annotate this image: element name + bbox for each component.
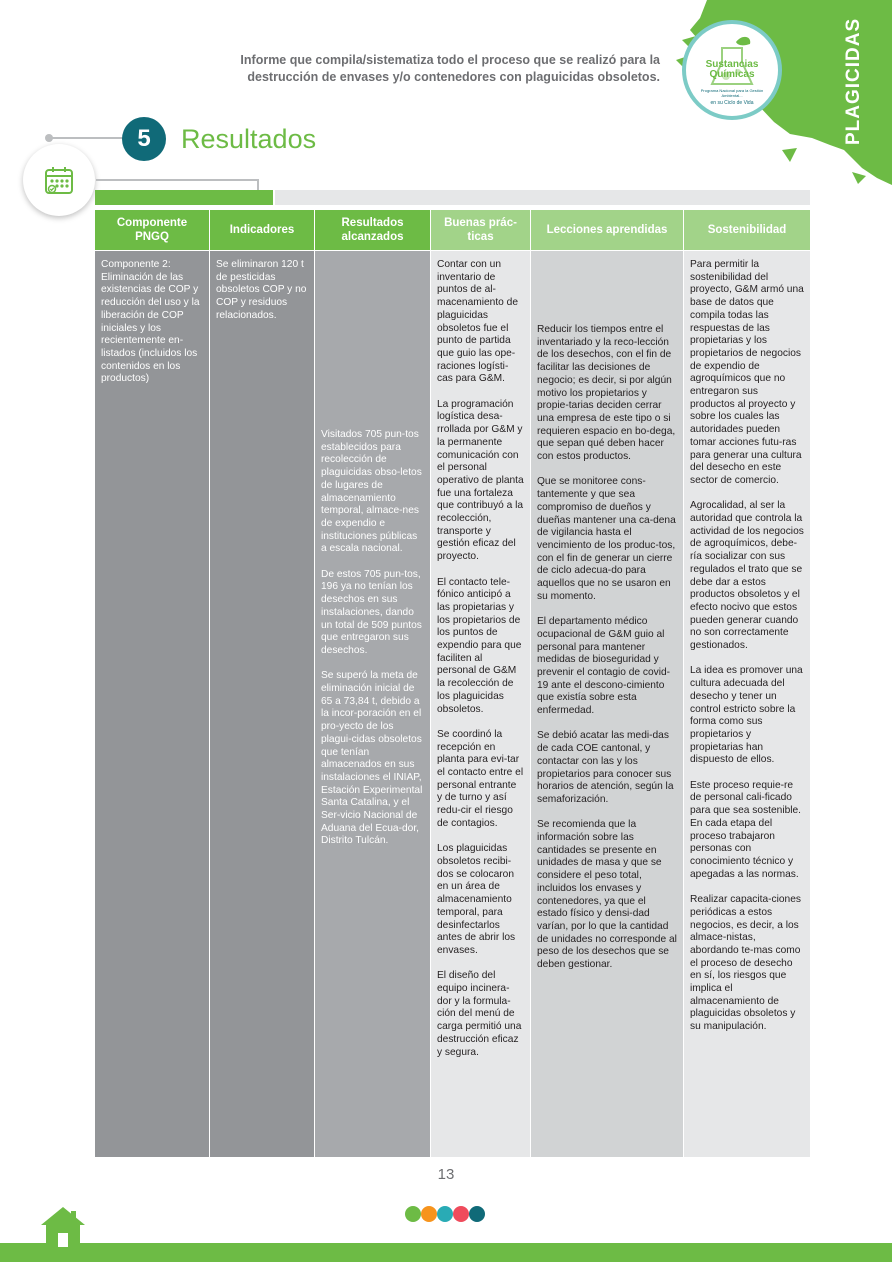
section-line — [48, 137, 124, 139]
sostenibilidad-paragraph: Este proceso requie-re de personal cali-ficado para que sea sostenible. En cada etapa del proceso trabajaron personas con conocimiento técnico y apegadas a las normas. — [690, 779, 802, 880]
header-buenas-practicas: Buenas prác-ticas — [431, 210, 530, 250]
cell-resultados — [315, 251, 430, 1157]
lecciones-paragraph: Se recomienda que la información sobre las cantidades se presente en unidades de masa y que se considere el peso total, incluidos los envases y contenedores, ya que el estado físico y densi-dad varían, por lo que la cantidad de unidades no corresponde al peso de los desechos que se deben gestionar. — [537, 819, 677, 971]
header-sostenibilidad: Sostenibilidad — [684, 210, 810, 250]
logo-arc-text: Programa Nacional para la Gestión Ambiental... — [700, 88, 764, 98]
section-title: Resultados — [181, 124, 317, 154]
section-connector-vertical — [257, 179, 259, 190]
logo-brand-text: Sustancias Químicas — [705, 59, 759, 80]
section-number: 5 — [122, 117, 166, 161]
buenas-practicas-paragraph: Los plaguicidas obsoletos recibi-dos se colocaron en un área de almacenamiento temporal, para desinfectarlos antes de abrir los envases. — [437, 843, 516, 956]
logo-tagline: en su Ciclo de Vida — [710, 100, 754, 106]
resultados-paragraph: De estos 705 pun-tos, 196 ya no tenían los desechos en sus instalaciones, dando un total de 509 puntos que entregaron sus desechos. — [321, 568, 422, 656]
sostenibilidad-paragraph: Agrocalidad, al ser la autoridad que controla la actividad de los negocios de agroquímicos, debe-ría socializar con sus regulados el trato que se debe dar a estos productos obsoletos y el efecto nocivo que estos pueden generar cuando no son correctamente gestionados. — [690, 500, 804, 652]
calendar-icon — [42, 163, 76, 197]
side-category-label: PLAGICIDAS — [843, 17, 864, 145]
column-resultados — [315, 210, 430, 1157]
sostenibilidad-paragraph: La idea es promover una cultura adecuada del desecho y tener un control estricto sobre la forma como sus propietarios y propietarias han dispuesto de ellos. — [690, 665, 803, 766]
section-bar-grey — [275, 190, 810, 205]
resultados-paragraph: Visitados 705 pun-tos establecidos para recolección de plaguicidas obso-letos de lugares de almacenamiento temporal, almace-nes de expendio e instituciones públicas a escala nacional. — [321, 429, 422, 555]
column-buenas-practicas — [431, 210, 530, 1157]
header-indicadores: Indicadores — [210, 210, 314, 250]
header-line-1: Informe que compila/sistematiza todo el proceso que se realizó para la — [240, 53, 660, 67]
sostenibilidad-paragraph: Realizar capacita-ciones periódicas a estos negocios, es decir, a los almace-nistas, abordando te-mas como el proceso de desecho en sí, los riesgos que implica el almacenamiento de plaguicidas obsoletos y su manipulación. — [690, 894, 801, 1033]
column-indicadores — [210, 210, 314, 1157]
componente-text: Componente 2: Eliminación de las existencias de COP y reducción del uso y la liberación de COP iniciales y los recientemente en-listados (incluidos los contenidos en los productos) — [101, 259, 200, 385]
cell-componente — [95, 251, 209, 1157]
column-lecciones — [531, 210, 683, 1157]
document-header — [160, 52, 660, 86]
color-dots — [405, 1206, 485, 1222]
dot-red — [453, 1206, 469, 1222]
header-line-2: destrucción de envases y/o contenedores con plaguicidas obsoletos. — [247, 70, 660, 84]
footer-bar — [0, 1243, 892, 1262]
column-sostenibilidad — [684, 210, 810, 1157]
cell-buenas-practicas — [431, 251, 530, 1157]
dot-teal — [469, 1206, 485, 1222]
header-componente: Componente PNGQ — [95, 210, 209, 250]
cell-sostenibilidad — [684, 251, 810, 1157]
sostenibilidad-paragraph: Para permitir la sostenibilidad del proyecto, G&M armó una base de datos que compila todas las respuestas de las propietarias y los propietarios de negocios de expendio de agroquímicos que no entregaron sus productos al proyecto y sobre los cuales las autoridades pueden tomar acciones futu-ras para generar una cultura del desecho en este sector de comercio. — [690, 259, 804, 486]
cell-indicadores — [210, 251, 314, 1157]
buenas-practicas-paragraph: El diseño del equipo incinera-dor y la formula-ción del menú de carga permitió una destrucción eficaz y segura. — [437, 970, 522, 1058]
buenas-practicas-paragraph: Contar con un inventario de puntos de al-macenamiento de plaguicidas obsoletos fue el punto de partida que guio las ope-raciones logísti-cas para G&M. — [437, 259, 518, 385]
buenas-practicas-paragraph: La programación logística desa-rrollada por G&M y la permanente comunicación con el personal operativo de planta fue una fortaleza que contribuyó a la recolección, transporte y gestión eficaz del proyecto. — [437, 398, 524, 563]
buenas-practicas-paragraph: Se coordinó la recepción en planta para evi-tar el contacto entre el personal entrante y de turno y así redu-cir el riesgo de contagios. — [437, 728, 524, 829]
dot-orange — [421, 1206, 437, 1222]
lecciones-paragraph: Se debió acatar las medi-das de cada COE cantonal, y contactar con las y los propietarios para conocer sus horarios de atención, según la semaforización. — [537, 730, 674, 805]
calendar-icon-badge — [23, 144, 95, 216]
indicadores-text: Se eliminaron 120 t de pesticidas obsoletos COP y no COP y residuos relacionados. — [216, 259, 307, 321]
dot-cyan — [437, 1206, 453, 1222]
lecciones-paragraph: Reducir los tiempos entre el inventariado y la reco-lección de los desechos, con el fin de facilitar las decisiones de negocio; es decir, si por algún motivo los propietarios y propie-tarias deciden cerrar una empresa de este tipo o si requieren espacio en bo-dega, que sepan qué deben hacer con estos productos. — [537, 324, 676, 463]
buenas-practicas-paragraph: El contacto tele-fónico anticipó a las propietarias y los propietarios de los puntos de expendio para que faciliten al personal de G&M la recolección de los plaguicidas obsoletos. — [437, 576, 522, 715]
results-table — [95, 210, 810, 1157]
lecciones-paragraph: Que se monitoree cons-tantemente y que sea compromiso de dueños y dueñas mantener una ca-dena de vigilancia hasta el vencimiento de los produc-tos, con el fin de generar un cierre de ciclo adecua-do para aquellos que no se usaron en su momento. — [537, 476, 676, 602]
cell-lecciones — [531, 251, 683, 1157]
home-icon[interactable] — [38, 1205, 88, 1247]
header-resultados: Resultados alcanzados — [315, 210, 430, 250]
page-number: 13 — [437, 1166, 455, 1183]
resultados-paragraph: Se superó la meta de eliminación inicial de 65 a 73,84 t, debido a la incor-poración en el pro-yecto de los plagui-cidas obsoletos que tenían almacenados en sus instalaciones el INIAP, Estación Experimental Santa Catalina, y el Ser-vicio Nacional de Aduana del Ecua-dor, Distrito Tulcán. — [321, 670, 423, 847]
section-bar-green — [95, 190, 273, 205]
sustancias-quimicas-logo — [682, 20, 782, 120]
dot-green — [405, 1206, 421, 1222]
lecciones-paragraph: El departamento médico ocupacional de G&M guio al personal para mantener medidas de bioseguridad y prevenir el contagio de covid-19 ante el descono-cimiento que existía sobre esta enfermedad. — [537, 616, 671, 717]
column-componente — [95, 210, 209, 1157]
section-connector — [96, 179, 258, 181]
header-lecciones: Lecciones aprendidas — [531, 210, 683, 250]
